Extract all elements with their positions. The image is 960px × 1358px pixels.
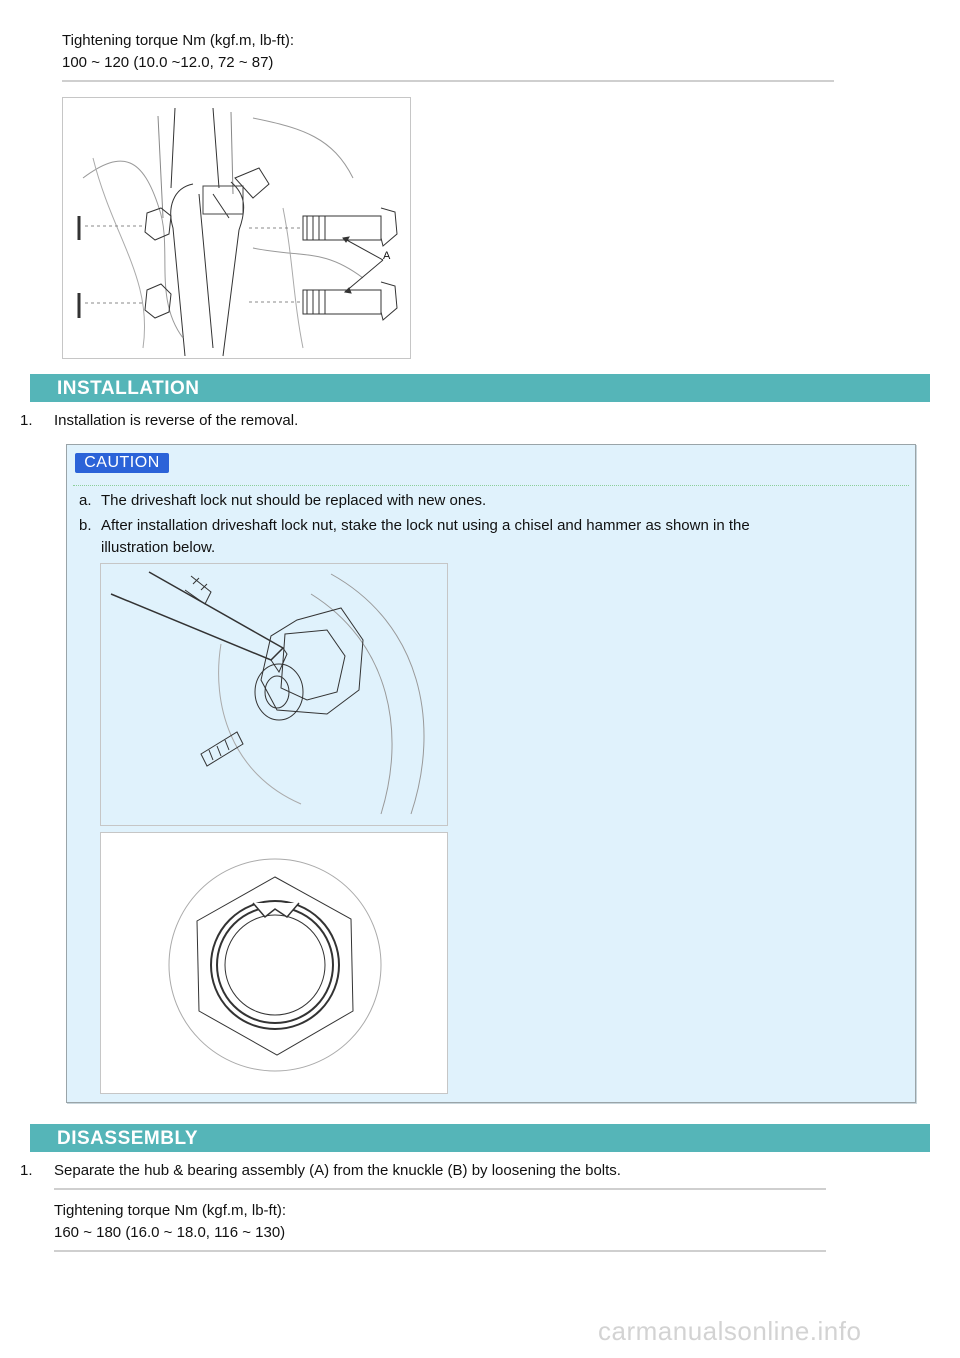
torque-spec-label: Tightening torque Nm (kgf.m, lb-ft): xyxy=(54,1202,287,1219)
installation-title: INSTALLATION xyxy=(57,378,200,399)
caution-box xyxy=(66,444,916,1103)
spec-divider xyxy=(54,1188,826,1190)
installation-header xyxy=(30,374,930,402)
caution-item-letter: b. xyxy=(79,517,92,534)
torque-spec-value: 100 ~ 120 (10.0 ~12.0, 72 ~ 87) xyxy=(62,54,274,71)
disassembly-title: DISASSEMBLY xyxy=(57,1128,198,1149)
caution-item-text: The driveshaft lock nut should be replaced with new ones. xyxy=(101,492,487,509)
spec-divider xyxy=(62,80,834,82)
staked-nut-illustration xyxy=(100,832,448,1094)
caution-separator xyxy=(73,485,909,486)
chisel-staking-illustration xyxy=(100,563,448,826)
installation-step-number: 1. xyxy=(20,412,33,429)
installation-step-text: Installation is reverse of the removal. xyxy=(54,412,299,429)
caution-item-letter: a. xyxy=(79,492,92,509)
site-watermark: carmanualsonline.info xyxy=(598,1316,862,1346)
torque-spec-value: 160 ~ 180 (16.0 ~ 18.0, 116 ~ 130) xyxy=(54,1224,286,1241)
spec-divider xyxy=(54,1250,826,1252)
caution-item-text-continued: illustration below. xyxy=(101,539,216,556)
callout-a: A xyxy=(383,250,391,262)
torque-spec-label: Tightening torque Nm (kgf.m, lb-ft): xyxy=(62,32,295,49)
strut-bolt-illustration xyxy=(62,97,411,359)
disassembly-header xyxy=(30,1124,930,1152)
disassembly-step-number: 1. xyxy=(20,1162,33,1179)
caution-badge: CAUTION xyxy=(75,453,169,473)
caution-item-text: After installation driveshaft lock nut, stake the lock nut using a chisel and hammer as shown in the xyxy=(101,517,750,534)
disassembly-step-text: Separate the hub & bearing assembly (A) from the knuckle (B) by loosening the bolts. xyxy=(54,1162,621,1179)
